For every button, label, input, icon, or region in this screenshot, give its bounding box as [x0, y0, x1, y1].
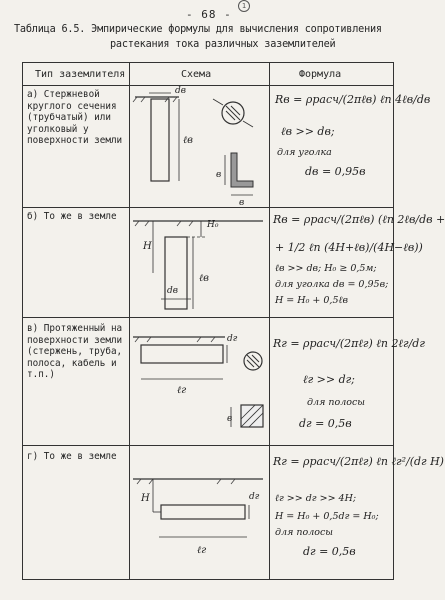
row-b-label-h0: H₀ — [207, 220, 219, 230]
row-a-type: а) Стержневой круглого сечения (трубчатый) или уголковый у поверхности земли — [27, 89, 123, 146]
row-a-formula-extra: dв = 0,95в — [305, 165, 366, 178]
row-c-formula-main: Rг = ρрасч/(2πℓг) ℓn 2ℓг/dг — [273, 337, 425, 350]
row-b-formula-line4: для уголка dв = 0,95в; — [275, 279, 389, 290]
row-a-formula-main: Rв = ρрасч/(2πℓв) ℓn 4ℓв/dв — [275, 93, 431, 106]
row-a-scheme — [131, 87, 267, 207]
header-divider — [23, 85, 393, 86]
row-d-label-h: H — [141, 493, 150, 504]
row-d-label-l: ℓг — [197, 545, 207, 556]
row-b-label-d: dв — [167, 286, 178, 296]
row-divider — [23, 317, 393, 318]
row-a-label-b-bottom: в — [239, 198, 245, 208]
table-title — [14, 22, 406, 52]
row-c-formula-extra: dг = 0,5в — [299, 417, 352, 430]
row-c-formula-note: для полосы — [307, 397, 366, 408]
title-line-2: растекания тока различных заземлителей — [110, 39, 336, 50]
row-c-formula-cond: ℓг >> dг; — [303, 373, 355, 386]
row-a-label-l: ℓв — [183, 135, 193, 146]
row-a-formula-cond: ℓв >> dв; — [281, 125, 335, 138]
row-d-formula-cond2: H = H₀ + 0,5dг = H₀; — [275, 511, 379, 522]
row-b-label-l: ℓв — [199, 273, 209, 284]
row-d-formula-note: для полосы — [275, 527, 334, 538]
row-d-label-d: dг — [249, 492, 260, 502]
row-b-scheme — [131, 209, 267, 315]
column-header-formula: Формула — [299, 69, 342, 80]
row-c-label-l: ℓг — [177, 385, 187, 396]
row-d-scheme — [131, 451, 267, 577]
row-divider — [23, 207, 393, 208]
column-divider — [129, 63, 130, 579]
row-d-type: г) То же в земле — [27, 451, 117, 462]
row-a-label-b-side: в — [216, 170, 222, 180]
row-c-scheme — [131, 319, 267, 443]
row-a-formula-note: для уголка — [277, 147, 332, 158]
row-b-label-h: H — [143, 241, 152, 252]
page-number: - 68 - — [186, 8, 232, 21]
row-a-label-d: dв — [175, 86, 186, 96]
row-c-type: в) Протяженный на поверхности земли (стержень, труба, полоса, кабель и т.п.) — [27, 323, 123, 380]
row-b-formula-line3: ℓв >> dв; H₀ ≥ 0,5м; — [275, 263, 377, 274]
formula-table — [22, 62, 445, 580]
title-line-1: Таблица 6.5. Эмпирические формулы для вычисления сопротивления — [14, 24, 382, 35]
row-b-type: б) То же в земле — [27, 211, 117, 222]
column-divider — [269, 63, 270, 579]
row-b-formula-line2: + 1/2 ℓn (4H+ℓв)/(4H−ℓв)) — [275, 241, 423, 254]
column-header-type: Тип заземлителя — [35, 69, 126, 80]
row-c-label-b: в — [227, 414, 233, 424]
row-d-formula-cond: ℓг >> dг >> 4H; — [275, 493, 357, 504]
row-c-label-d: dг — [227, 334, 238, 344]
row-d-formula-main: Rг = ρрасч/(2πℓг) ℓn ℓг²/(dг H) — [273, 455, 444, 468]
row-d-formula-extra: dг = 0,5в — [303, 545, 356, 558]
column-header-scheme: Схема — [181, 69, 212, 80]
row-divider — [23, 445, 393, 446]
row-b-formula-line1: Rв = ρрасч/(2πℓв) (ℓn 2ℓв/dв + — [273, 213, 445, 226]
corner-mark: 1 — [238, 0, 250, 12]
row-b-formula-line5: H = H₀ + 0,5ℓв — [275, 295, 348, 306]
